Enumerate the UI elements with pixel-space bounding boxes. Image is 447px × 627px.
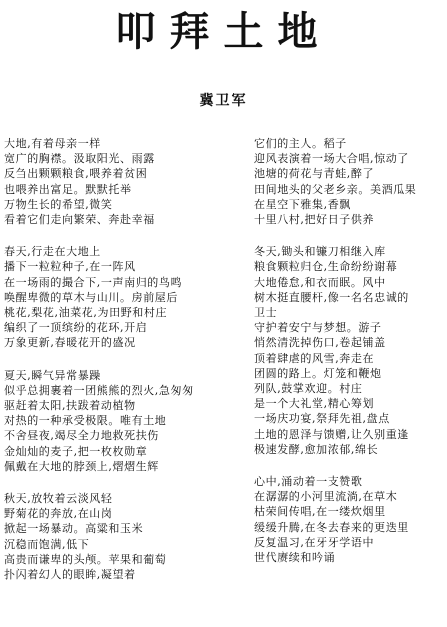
- poem-line: 似乎总拥裹着一团熊熊的烈火,急匆匆: [4, 383, 194, 397]
- poem-line: 佩戴在大地的脖颈上,熠熠生辉: [4, 459, 159, 473]
- poem-line: 心中,涌动着一支赞歌: [254, 475, 363, 489]
- poem-line: 缓缓升腾,在冬去春来的更迭里: [254, 520, 409, 534]
- poem-line: 是一个大礼堂,精心筹划: [254, 397, 375, 411]
- poem-line: 枯荣间传唱,在一缕炊烟里: [254, 505, 386, 519]
- poem-line: 金灿灿的麦子,把一枚枚勋章: [4, 444, 148, 458]
- poem-line: 在一场雨的撮合下,一声南归的鸟鸣: [4, 275, 183, 289]
- poem-line: 大地倦怠,和衣而眠。风中: [254, 275, 386, 289]
- poem-line: 大地,有着母亲一样: [4, 137, 101, 150]
- poem-line: 冬天,锄头和镰刀相继入库: [254, 245, 386, 259]
- poem-line: 唤醒卑微的草木与山川。房前屋后: [4, 290, 178, 304]
- poem-line: 卫士: [254, 306, 278, 320]
- poem-line: 野菊花的奔放,在山岗: [4, 507, 113, 521]
- poem-line: 夏天,瞬气异常暴躁: [4, 368, 101, 382]
- poem-line: 迎风表演着一场大合唱,惊动了: [254, 152, 409, 166]
- poem-line: 高贵而谦卑的头颅。苹果和葡萄: [4, 552, 167, 566]
- stanza-finale: [254, 474, 444, 565]
- poem-line: 反复温习,在牙牙学语中: [254, 535, 375, 549]
- poem-title: 叩拜土地: [115, 9, 332, 55]
- poem-line: 十里八村,把好日子供养: [254, 213, 375, 227]
- right-column: [254, 136, 444, 582]
- poem-line: 它们的主人。稻子: [254, 137, 347, 150]
- poem-line: 反刍出颗颗粮食,喂养着贫困: [4, 167, 148, 181]
- stanza-spring-intro: [4, 136, 218, 227]
- poem-line: 编织了一顶缤纷的花环,开启: [4, 321, 148, 335]
- stanza-summer: [4, 368, 218, 474]
- poem-line: 粮食颗粒归仓,生命纷纷谢幕: [254, 260, 398, 274]
- stanza-autumn: [4, 491, 218, 582]
- poem-line: 在潺潺的小河里流淌,在草木: [254, 490, 398, 504]
- poem-line: 土地的恩泽与馈赠,让久别重逢: [254, 427, 409, 441]
- poem-line: 在星空下雅集,香飘: [254, 197, 351, 211]
- poem-line: 秋天,放牧着云淡风轻: [4, 492, 113, 506]
- poem-line: 对热的一种承受极限。唯有土地: [4, 414, 167, 428]
- poem-line: 悄然清洗掉伤口,卷起铺盖: [254, 336, 386, 350]
- poem-line: 沉稳而饱满,低下: [4, 537, 90, 551]
- poem-line: 池塘的荷花与青蛙,醉了: [254, 167, 375, 181]
- poem-line: 树木挺直腰杆,像一名名忠诚的: [254, 290, 409, 304]
- poem-line: 万象更新,春暖花开的盛况: [4, 336, 136, 350]
- poem-line: 看着它们走向繁荣、奔赴幸福: [4, 213, 155, 227]
- poem-line: 宽广的胸襟。汲取阳光、雨露: [4, 152, 155, 166]
- left-column: [4, 136, 218, 599]
- poem-line: 顶着肆虐的风雪,奔走在: [254, 351, 375, 365]
- poem-line: 驱赶着太阳,扶跋着动植物: [4, 399, 136, 413]
- poem-line: 春天,行走在大地上: [4, 245, 101, 259]
- poem-line: 一场庆功宴,祭拜先祖,盘点: [254, 412, 390, 426]
- poem-line: 播下一粒粒种子,在一阵风: [4, 260, 136, 274]
- poem-line: 田间地头的父老乡亲。美酒瓜果: [254, 182, 417, 196]
- poem-line: 团圆的路上。灯笼和鞭炮: [254, 366, 382, 380]
- stanza-autumn-continued: [254, 136, 444, 227]
- stanza-spring: [4, 244, 218, 350]
- poem-line: 世代赓续和吟诵: [254, 551, 336, 565]
- poem-line: 守护着安宁与梦想。游子: [254, 321, 382, 335]
- poem-line: 万物生长的希望,微笑: [4, 197, 113, 211]
- stanza-winter: [254, 244, 444, 457]
- poem-line: 掀起一场暴动。高粱和玉米: [4, 522, 144, 536]
- poem-line: 列队,鼓掌欢迎。村庄: [254, 382, 363, 396]
- poem-line: 桃花,梨花,油菜花,为田野和村庄: [4, 306, 168, 320]
- poem-author: 冀卫军: [199, 93, 248, 109]
- poem-line: 不舍昼夜,竭尽全力地救死扶伤: [4, 429, 159, 443]
- poem-line: 扑闪着幻人的眼眸,凝望着: [4, 568, 136, 582]
- poem-line: 也喂养出富足。默默托举: [4, 182, 132, 196]
- poem-line: 极速发酵,愈加浓郁,绵长: [254, 442, 379, 456]
